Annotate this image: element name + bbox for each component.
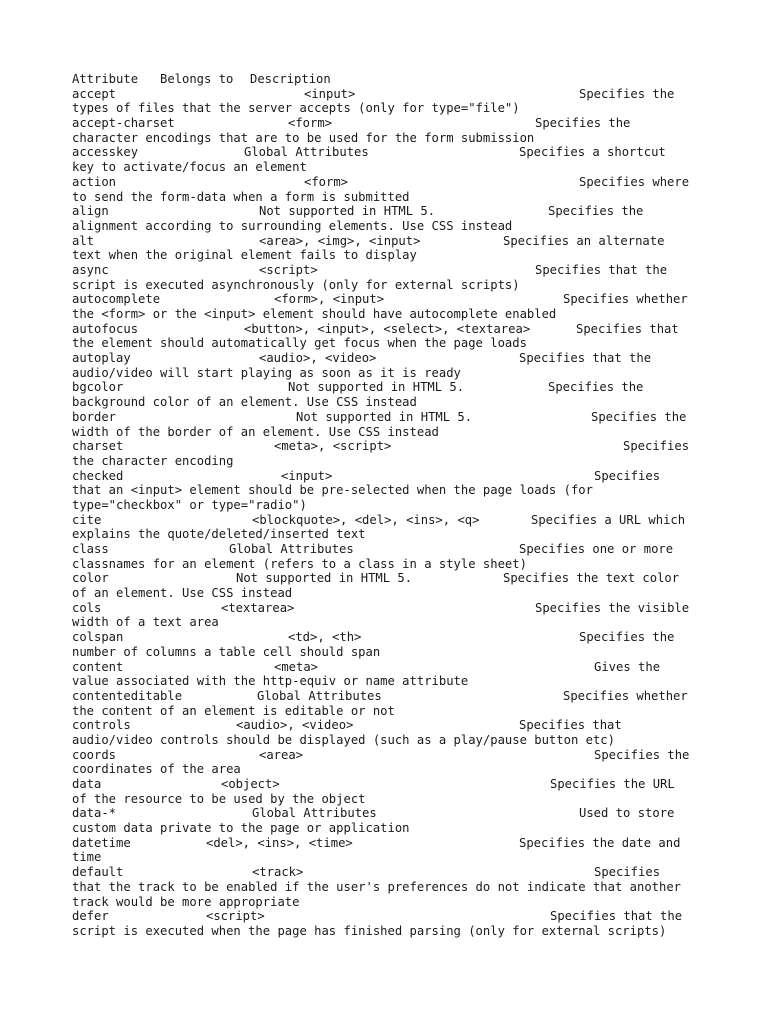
attribute-belongs-to: <form>, <input>: [274, 292, 385, 307]
attribute-belongs-to: Global Attributes: [244, 145, 369, 160]
attribute-description-continued: alignment according to surrounding elements. Use CSS instead: [72, 218, 513, 233]
attribute-description: Specifies that the: [550, 909, 683, 924]
attribute-row: [72, 204, 702, 219]
header-belongs-to: Belongs to: [160, 72, 234, 86]
attribute-name: cite: [72, 512, 102, 527]
attribute-row: [72, 322, 702, 337]
attribute-description: Specifies the: [579, 86, 675, 101]
attribute-row: [72, 145, 702, 160]
attribute-description-continued: type="checkbox" or type="radio"): [72, 497, 307, 512]
attribute-name: cols: [72, 600, 102, 615]
attribute-name: action: [72, 174, 117, 189]
attribute-description-continued: width of a text area: [72, 615, 219, 630]
attribute-description-continued: that an <input> element should be pre-selected when the page loads (for: [72, 483, 593, 498]
attribute-description: Specifies the visible: [535, 600, 690, 615]
attribute-description-continued: the element should automatically get focus when the page loads: [72, 336, 527, 351]
attribute-belongs-to: <td>, <th>: [288, 630, 362, 645]
attribute-description-continued: that the track to be enabled if the user's preferences do not indicate that another: [72, 879, 682, 894]
attribute-description: Specifies the: [535, 116, 631, 131]
attribute-description-continued: to send the form-data when a form is submitted: [72, 189, 410, 204]
attribute-description-continued: of an element. Use CSS instead: [72, 586, 293, 601]
attribute-belongs-to: <meta>: [274, 659, 319, 674]
attribute-description: Specifies the: [548, 204, 644, 219]
header-description: Description: [250, 72, 331, 86]
attribute-row: [72, 542, 702, 557]
attribute-description: Specifies whether: [563, 688, 688, 703]
attribute-belongs-to: <script>: [206, 909, 265, 924]
attribute-belongs-to: Global Attributes: [229, 542, 354, 556]
attribute-row: [72, 689, 702, 704]
attribute-description-continued: the <form> or the <input> element should have autocomplete enabled: [72, 307, 557, 321]
attribute-belongs-to: Not supported in HTML 5.: [296, 409, 473, 424]
attribute-description-continued: of the resource to be used by the object: [72, 791, 366, 806]
header-row: [72, 72, 702, 87]
attribute-row: [72, 439, 702, 454]
attribute-description: Specifies: [594, 865, 661, 880]
attribute-belongs-to: Not supported in HTML 5.: [236, 571, 413, 586]
attribute-belongs-to: <del>, <ins>, <time>: [206, 835, 353, 850]
attribute-belongs-to: <meta>, <script>: [274, 439, 392, 454]
attribute-row: [72, 175, 702, 190]
attribute-row: [72, 748, 702, 763]
attribute-description-continued: number of columns a table cell should span: [72, 644, 381, 659]
attribute-description: Specifies whether: [563, 292, 688, 307]
attribute-description: Specifies where: [579, 174, 690, 189]
attribute-name: content: [72, 659, 124, 674]
attribute-name: data-*: [72, 806, 117, 821]
attribute-description-continued: key to activate/focus an element: [72, 160, 307, 175]
attribute-description-continued: custom data private to the page or application: [72, 821, 410, 836]
attribute-description: Specifies one or more: [519, 542, 674, 556]
attribute-row: [72, 513, 702, 528]
attribute-description-continued: the character encoding: [72, 453, 234, 468]
attribute-description-continued: value associated with the http-equiv or name attribute: [72, 674, 469, 689]
attribute-row: [72, 234, 702, 249]
attribute-belongs-to: Not supported in HTML 5.: [259, 204, 436, 219]
attribute-name: colspan: [72, 630, 124, 645]
attribute-description: Specifies the text color: [503, 571, 680, 586]
attribute-description-continued: time: [72, 850, 102, 865]
attribute-description: Gives the: [594, 659, 661, 674]
attribute-description-continued: explains the quote/deleted/inserted text: [72, 527, 366, 542]
attribute-description-continued: coordinates of the area: [72, 762, 241, 777]
attribute-belongs-to: <blockquote>, <del>, <ins>, <q>: [252, 512, 480, 527]
attribute-name: align: [72, 204, 109, 219]
attribute-name: autocomplete: [72, 292, 161, 307]
attribute-description: Specifies the: [594, 747, 690, 762]
attribute-description: Specifies the: [579, 630, 675, 645]
attribute-name: color: [72, 571, 109, 586]
attribute-name: alt: [72, 233, 95, 248]
document-body: [72, 72, 702, 939]
attribute-description: Specifies that: [576, 321, 679, 336]
attribute-row: [72, 718, 702, 733]
attribute-name: autoplay: [72, 351, 131, 366]
attribute-description-continued: track would be more appropriate: [72, 894, 300, 909]
attribute-description-continued: the content of an element is editable or not: [72, 703, 395, 718]
attribute-row: [72, 380, 702, 395]
attribute-name: border: [72, 409, 117, 424]
attribute-description: Specifies that the: [519, 351, 652, 366]
attribute-name: checked: [72, 468, 124, 483]
attribute-description-continued: script is executed when the page has finished parsing (only for external scripts): [72, 923, 667, 938]
attribute-row: [72, 571, 702, 586]
attribute-description-continued: classnames for an element (refers to a class in a style sheet): [72, 556, 527, 571]
attribute-row: [72, 806, 702, 821]
attribute-name: contenteditable: [72, 688, 183, 703]
attribute-name: accesskey: [72, 145, 139, 160]
attribute-description-continued: audio/video will start playing as soon as it is ready: [72, 365, 461, 380]
attribute-row: [72, 909, 702, 924]
attribute-belongs-to: <track>: [252, 865, 304, 880]
attribute-description-continued: background color of an element. Use CSS instead: [72, 395, 417, 410]
attribute-name: datetime: [72, 835, 131, 850]
attribute-description-continued: types of files that the server accepts (only for type="file"): [72, 101, 520, 116]
attribute-description: Specifies the: [591, 409, 687, 424]
attribute-row: [72, 865, 702, 880]
attribute-row: [72, 777, 702, 792]
attribute-row: [72, 263, 702, 278]
attribute-belongs-to: <form>: [288, 116, 333, 131]
attribute-description: Specifies a URL which: [531, 512, 686, 527]
attribute-description: Specifies: [594, 468, 661, 483]
attribute-name: charset: [72, 439, 124, 454]
attribute-description: Specifies: [623, 439, 690, 454]
attribute-name: defer: [72, 909, 109, 924]
attribute-name: accept: [72, 86, 117, 101]
attribute-row: [72, 836, 702, 851]
attribute-list: [72, 87, 702, 939]
attribute-name: coords: [72, 747, 117, 762]
attribute-belongs-to: <area>, <img>, <input>: [259, 233, 421, 248]
attribute-row: [72, 351, 702, 366]
attribute-belongs-to: <button>, <input>, <select>, <textarea>: [244, 321, 531, 336]
attribute-belongs-to: <object>: [221, 777, 280, 791]
attribute-description-continued: script is executed asynchronously (only for external scripts): [72, 277, 520, 292]
attribute-belongs-to: <audio>, <video>: [259, 351, 377, 366]
attribute-belongs-to: Global Attributes: [252, 806, 377, 821]
attribute-belongs-to: <audio>, <video>: [236, 718, 354, 733]
attribute-description: Specifies the date and: [519, 835, 681, 850]
attribute-belongs-to: <script>: [259, 262, 318, 277]
attribute-name: class: [72, 542, 109, 556]
attribute-description: Specifies a shortcut: [519, 145, 666, 160]
attribute-row: [72, 87, 702, 102]
attribute-belongs-to: <area>: [259, 747, 304, 762]
attribute-name: bgcolor: [72, 380, 124, 395]
attribute-description-continued: width of the border of an element. Use CSS instead: [72, 424, 439, 439]
attribute-name: controls: [72, 718, 131, 733]
attribute-row: [72, 660, 702, 675]
header-attribute: Attribute: [72, 72, 139, 86]
attribute-belongs-to: <form>: [304, 174, 349, 189]
attribute-description-continued: audio/video controls should be displayed (such as a play/pause button etc): [72, 732, 615, 747]
attribute-name: autofocus: [72, 321, 139, 336]
attribute-belongs-to: <input>: [304, 86, 356, 101]
attribute-belongs-to: Not supported in HTML 5.: [288, 380, 465, 395]
attribute-row: [72, 292, 702, 307]
attribute-row: [72, 630, 702, 645]
attribute-belongs-to: Global Attributes: [257, 688, 382, 703]
attribute-description: Specifies that the: [535, 262, 668, 277]
attribute-description: Specifies that: [519, 718, 622, 733]
attribute-name: data: [72, 777, 102, 791]
attribute-row: [72, 601, 702, 616]
attribute-description-continued: text when the original element fails to display: [72, 248, 417, 263]
attribute-name: default: [72, 865, 124, 880]
attribute-description: Specifies the URL: [550, 777, 675, 791]
attribute-name: async: [72, 262, 109, 277]
attribute-row: [72, 116, 702, 131]
attribute-description: Used to store: [579, 806, 675, 821]
attribute-row: [72, 410, 702, 425]
attribute-name: accept-charset: [72, 116, 175, 131]
attribute-belongs-to: <input>: [281, 468, 333, 483]
attribute-description: Specifies an alternate: [503, 233, 665, 248]
attribute-belongs-to: <textarea>: [221, 600, 295, 615]
attribute-description: Specifies the: [548, 380, 644, 395]
attribute-row: [72, 469, 702, 484]
attribute-description-continued: character encodings that are to be used for the form submission: [72, 130, 535, 145]
